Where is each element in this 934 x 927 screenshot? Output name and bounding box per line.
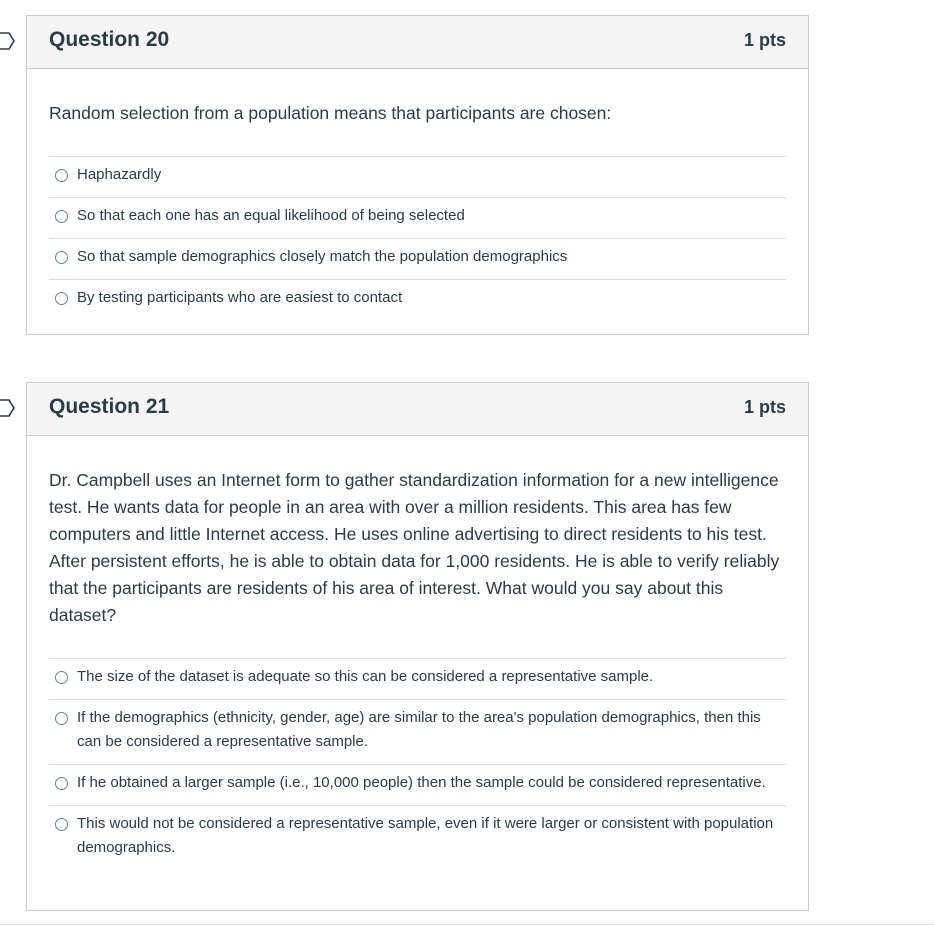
answer-option[interactable] [49,157,786,198]
radio-button[interactable] [55,292,68,305]
question-text: Random selection from a population means that participants are chosen: [49,103,612,123]
radio-button[interactable] [55,671,68,684]
question-text: Dr. Campbell uses an Internet form to gather standardization information for a new intelligence test. He wants data for people in an area with over a million residents. This area has few computers and little Internet access. He uses online advertising to direct residents to his test. After persistent efforts, he is able to obtain data for 1,000 residents. He is able to verify reliably that the participants are residents of his area of interest. What would you say about this dataset? [49,470,780,625]
answer-label[interactable]: So that each one has an equal likelihood of being selected [77,207,465,224]
radio-button[interactable] [55,777,68,790]
question-20-card [26,15,809,335]
question-header [27,16,808,69]
answer-option[interactable] [49,280,786,320]
radio-button[interactable] [55,818,68,831]
question-body [27,436,808,870]
page-divider [0,924,934,925]
answer-option[interactable] [49,700,786,765]
answer-label[interactable]: By testing participants who are easiest to contact [77,289,403,306]
answer-label[interactable]: The size of the dataset is adequate so this can be considered a representative sample. [77,668,654,685]
answer-option[interactable] [49,806,786,870]
answer-list [49,156,786,320]
answer-option[interactable] [49,765,786,806]
question-title: Question 21 [49,395,170,418]
bookmark-flag-icon[interactable] [0,399,15,417]
answer-label[interactable]: This would not be considered a representative sample, even if it were larger or consistent with population demographics. [77,815,774,856]
answer-option[interactable] [49,659,786,700]
answer-label[interactable]: If the demographics (ethnicity, gender, age) are similar to the area's population demographics, then this can be considered a representative sample. [77,709,761,750]
answer-label[interactable]: Haphazardly [77,166,162,183]
answer-option[interactable] [49,198,786,239]
question-header [27,383,808,436]
question-points: 1 pts [743,397,786,417]
question-points: 1 pts [743,30,786,50]
answer-option[interactable] [49,239,786,280]
radio-button[interactable] [55,712,68,725]
radio-button[interactable] [55,169,68,182]
radio-button[interactable] [55,251,68,264]
answer-list [49,658,786,870]
answer-label[interactable]: If he obtained a larger sample (i.e., 10,000 people) then the sample could be considered representative. [77,774,766,791]
question-title: Question 20 [49,28,170,51]
radio-button[interactable] [55,210,68,223]
bookmark-flag-icon[interactable] [0,32,15,50]
question-body [27,69,808,320]
answer-label[interactable]: So that sample demographics closely match the population demographics [77,248,568,265]
question-21-card [26,382,809,911]
